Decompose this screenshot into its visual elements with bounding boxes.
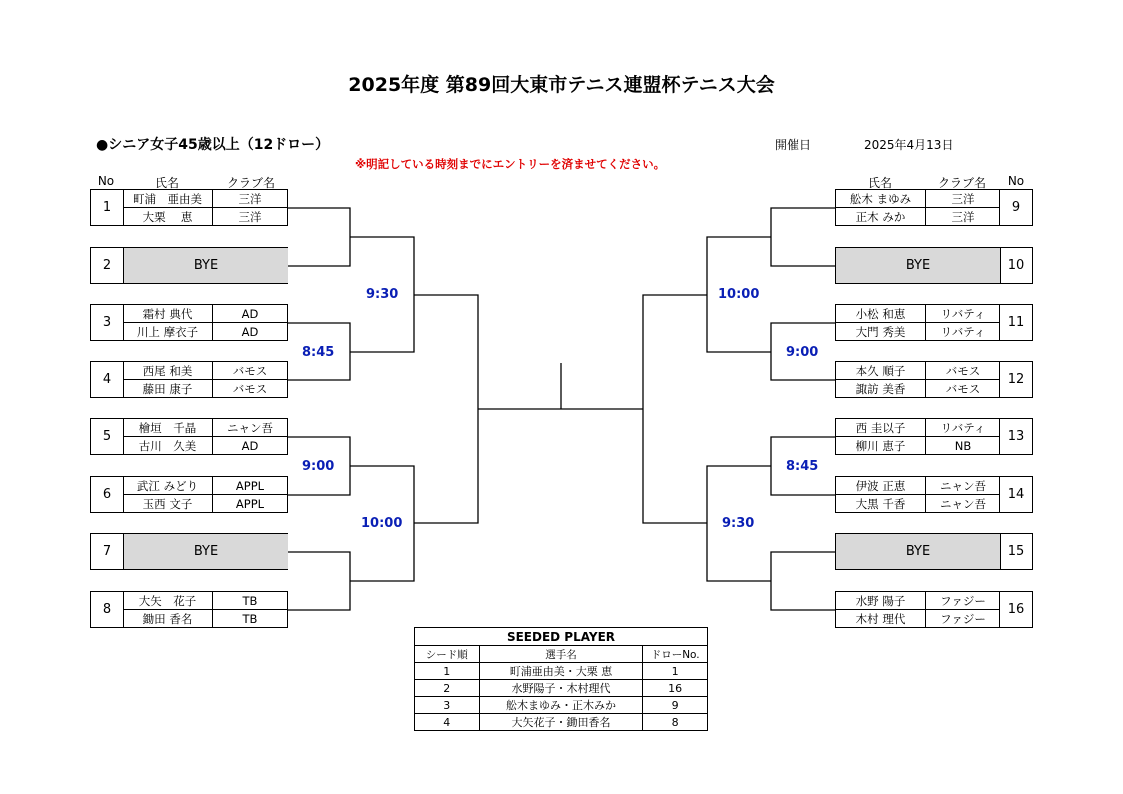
draw-number: 13: [999, 419, 1032, 454]
date-value: 2025年4月13日: [864, 138, 954, 152]
club-name: リバティ: [940, 324, 986, 339]
match-time: 10:00: [718, 287, 760, 302]
bye-label: BYE: [836, 534, 1001, 569]
header-no-left: No: [97, 174, 115, 188]
seed-rank: 2: [415, 680, 480, 697]
draw-number: 14: [999, 477, 1032, 512]
bye-label: BYE: [124, 534, 288, 569]
club-name: TB: [242, 611, 258, 626]
bracket-line: [414, 295, 478, 523]
club-name: AD: [241, 438, 259, 453]
seed-header-name: 選手名: [479, 646, 643, 663]
player-name: 玉西 文子: [123, 495, 213, 512]
player-name: 木村 理代: [836, 610, 926, 627]
player-name: 諏訪 美香: [836, 380, 926, 397]
table-row: [415, 663, 708, 680]
club-name: ニャン吾: [940, 496, 986, 511]
seed-draw-no: 8: [643, 714, 708, 731]
draw-number: 12: [999, 362, 1032, 397]
match-time: 10:00: [361, 516, 403, 531]
table-row: [415, 680, 708, 697]
draw-number: 5: [91, 419, 124, 454]
club-name: TB: [242, 593, 258, 608]
player-name: 古川 久美: [123, 437, 213, 454]
player-name: 大門 秀美: [836, 323, 926, 340]
club-name: リバティ: [940, 306, 986, 321]
match-time: 9:30: [366, 287, 399, 302]
seed-header-rank: シード順: [415, 646, 480, 663]
draw-number: 11: [999, 305, 1032, 340]
seed-draw-no: 9: [643, 697, 708, 714]
player-name: 町浦 亜由美: [123, 190, 213, 207]
draw-number: 6: [91, 477, 124, 512]
seed-draw-no: 16: [643, 680, 708, 697]
player-name: 大矢 花子: [123, 592, 213, 609]
header-no-right: No: [1007, 174, 1025, 188]
bracket-line: [643, 295, 707, 523]
draw-number: 8: [91, 592, 124, 627]
player-name: 西尾 和美: [123, 362, 213, 379]
club-name: ファジー: [940, 593, 986, 608]
match-time: 8:45: [302, 345, 335, 360]
club-name: ニャン吾: [940, 478, 986, 493]
player-name: 本久 順子: [836, 362, 926, 379]
entry-notice: ※明記している時刻までにエントリーを済ませてください。: [355, 157, 666, 171]
seeded-player-table: [414, 627, 708, 731]
header-name-left: 氏名: [154, 176, 179, 190]
seeded-caption: SEEDED PLAYER: [415, 628, 708, 646]
seed-players: 水野陽子・木村理代: [479, 680, 643, 697]
draw-number: 15: [999, 534, 1032, 569]
club-name: バモス: [232, 363, 268, 378]
club-name: 三洋: [238, 209, 262, 224]
club-name: バモス: [945, 381, 981, 396]
player-name: 水野 陽子: [836, 592, 926, 609]
match-time: 9:00: [302, 459, 335, 474]
club-name: 三洋: [951, 191, 975, 206]
club-name: リバティ: [940, 420, 986, 435]
player-name: 霜村 典代: [123, 305, 213, 322]
club-name: 三洋: [951, 209, 975, 224]
player-name: 大栗 恵: [123, 208, 213, 225]
club-name: APPL: [235, 478, 265, 493]
draw-number: 2: [91, 248, 124, 283]
club-name: AD: [241, 324, 259, 339]
header-club-right: クラブ名: [937, 176, 986, 190]
club-name: 三洋: [238, 191, 262, 206]
category-label: ●シニア女子45歳以上（12ドロー）: [96, 137, 330, 153]
club-name: AD: [241, 306, 259, 321]
seed-rank: 3: [415, 697, 480, 714]
bracket-line: [288, 552, 350, 610]
draw-number: 10: [999, 248, 1032, 283]
draw-number: 3: [91, 305, 124, 340]
player-name: 武江 みどり: [123, 477, 213, 494]
player-name: 檜垣 千晶: [123, 419, 213, 436]
seed-header-draw: ドローNo.: [643, 646, 708, 663]
player-name: 舩木 まゆみ: [836, 190, 926, 207]
seed-players: 町浦亜由美・大栗 恵: [479, 663, 643, 680]
match-time: 9:00: [786, 345, 819, 360]
club-name: ニャン吾: [227, 420, 273, 435]
seed-players: 舩木まゆみ・正木みか: [479, 697, 643, 714]
table-row: [415, 714, 708, 731]
match-time: 9:30: [722, 516, 755, 531]
seed-rank: 4: [415, 714, 480, 731]
page-title: 2025年度 第89回大東市テニス連盟杯テニス大会: [348, 74, 775, 96]
bye-label: BYE: [124, 248, 288, 283]
player-name: 川上 摩衣子: [123, 323, 213, 340]
match-time: 8:45: [786, 459, 819, 474]
club-name: バモス: [232, 381, 268, 396]
player-name: 大黒 千香: [836, 495, 926, 512]
draw-number: 16: [999, 592, 1032, 627]
player-name: 正木 みか: [836, 208, 926, 225]
player-name: 伊波 正恵: [836, 477, 926, 494]
seed-draw-no: 1: [643, 663, 708, 680]
club-name: ファジー: [940, 611, 986, 626]
draw-number: 1: [91, 190, 124, 225]
club-name: NB: [954, 438, 972, 453]
player-name: 小松 和恵: [836, 305, 926, 322]
bracket-line: [771, 552, 835, 610]
draw-number: 7: [91, 534, 124, 569]
player-name: 鋤田 香名: [123, 610, 213, 627]
player-name: 西 圭以子: [836, 419, 926, 436]
player-name: 藤田 康子: [123, 380, 213, 397]
seed-players: 大矢花子・鋤田香名: [479, 714, 643, 731]
date-label: 開催日: [775, 138, 812, 152]
draw-number: 9: [999, 190, 1032, 225]
club-name: バモス: [945, 363, 981, 378]
player-name: 柳川 恵子: [836, 437, 926, 454]
header-name-right: 氏名: [867, 176, 892, 190]
draw-number: 4: [91, 362, 124, 397]
bye-label: BYE: [836, 248, 1001, 283]
bracket-line: [771, 208, 835, 266]
header-club-left: クラブ名: [226, 176, 275, 190]
seed-rank: 1: [415, 663, 480, 680]
club-name: APPL: [235, 496, 265, 511]
bracket-line: [288, 208, 350, 266]
table-row: [415, 697, 708, 714]
